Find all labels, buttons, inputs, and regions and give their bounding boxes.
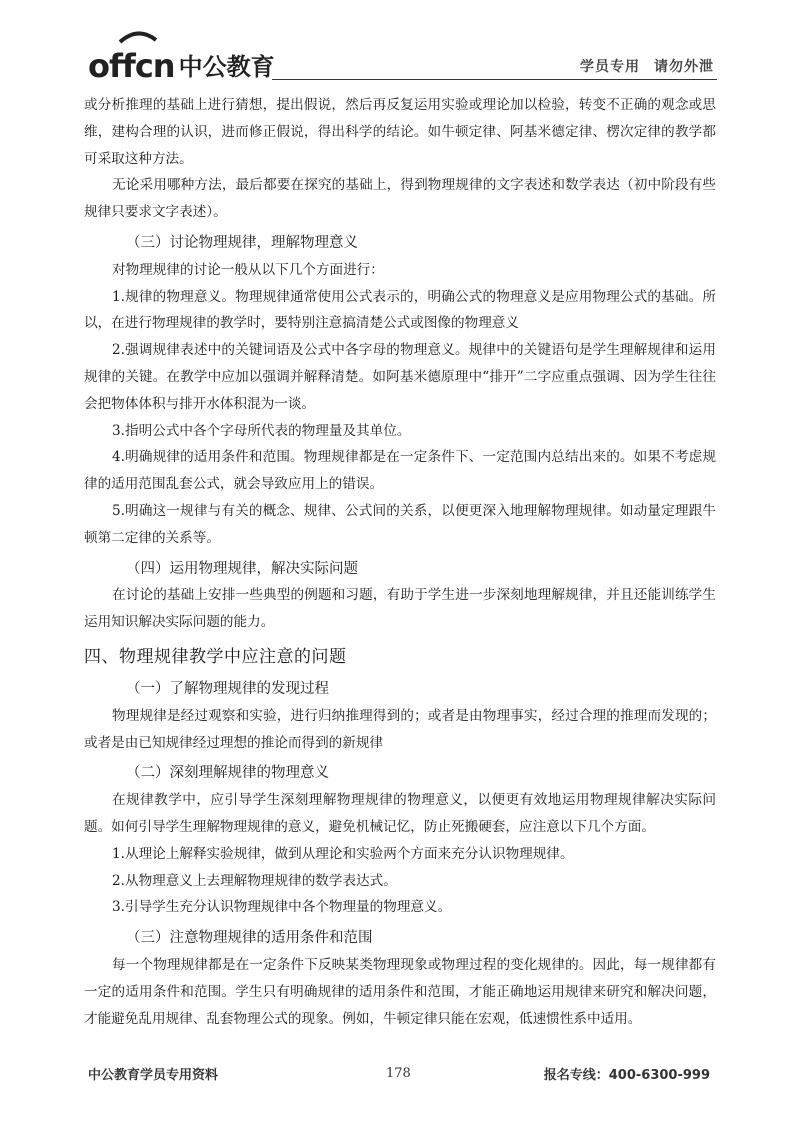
paragraph: 无论采用哪种方法，最后都要在探究的基础上，得到物理规律的文字表述和数学表达（初中阶段有些规律只要求文字表述）。 (84, 177, 716, 221)
logo-arc-icon (118, 30, 158, 44)
paragraph: 3.引导学生充分认识物理规律中各个物理量的物理意义。 (112, 899, 452, 916)
offcn-logo (88, 38, 275, 85)
paragraph: 或分析推理的基础上进行猜想，提出假说，然后再反复运用实验或理论加以检验，转变不正确的观念或思维，建构合理的认识，进而修正假说，得出科学的结论。如牛顿定律、阿基米德定律、楞次定律的教学都可采取这种方法。 (84, 97, 716, 167)
section-heading: （四）运用物理规律，解决实际问题 (126, 560, 358, 577)
paragraph: 1.规律的物理意义。物理规律通常使用公式表示的，明确公式的物理意义是应用物理公式的基础。所以，在进行物理规律的教学时，要特别注意搞清楚公式或图像的物理意义 (84, 288, 716, 332)
paragraph: 3.指明公式中各个字母所代表的物理量及其单位。 (112, 422, 411, 439)
section-heading: （二）深刻理解规律的物理意义 (126, 765, 329, 782)
page-body (84, 92, 716, 1032)
paragraph: 2.从物理意义上去理解物理规律的数学表达式。 (112, 872, 397, 889)
paragraph: 物理规律是经过观察和实验，进行归纳推理得到的；或者是由物理事实，经过合理的推理而发现的；或者是由已知规律经过理想的推论而得到的新规律 (84, 707, 716, 751)
page-number: 178 (386, 1066, 411, 1081)
logo-latin-text: offcn (88, 47, 175, 85)
section-heading: （三）讨论物理规律，理解物理意义 (126, 234, 358, 251)
paragraph: 对物理规律的讨论一般从以下几个方面进行： (112, 261, 384, 278)
footer-label: 中公教育学员专用资料 (88, 1068, 219, 1083)
chapter-heading: 四、物理规律教学中应注意的问题 (84, 646, 347, 667)
header-rule (272, 79, 717, 80)
header-notice-1: 学员专用 (580, 59, 640, 75)
page-header (0, 0, 800, 90)
section-heading: （一）了解物理规律的发现过程 (126, 680, 329, 697)
header-notice-2: 请勿外泄 (654, 59, 714, 75)
paragraph: 在讨论的基础上安排一些典型的例题和习题，有助于学生进一步深刻地理解规律，并且还能训练学生运用知识解决实际问题的能力。 (84, 587, 716, 631)
paragraph: 在规律教学中，应引导学生深刻理解物理规律的物理意义，以便更有效地运用物理规律解决实际问题。如何引导学生理解物理规律的意义，避免机械记忆，防止死搬硬套，应注意以下几个方面。 (84, 792, 716, 835)
footer-hotline: 报名专线：400-6300-999 (543, 1068, 710, 1083)
paragraph: 4.明确规律的适用条件和范围。物理规律都是在一定条件下、一定范围内总结出来的。如果不考虑规律的适用范围乱套公式，就会导致应用上的错误。 (84, 449, 716, 493)
section-heading: （三）注意物理规律的适用条件和范围 (126, 930, 373, 947)
paragraph: 1.从理论上解释实验规律，做到从理论和实验两个方面来充分认识物理规律。 (112, 845, 574, 862)
paragraph: 5.明确这一规律与有关的概念、规律、公式间的关系，以便更深入地理解物理规律。如动量定理跟牛顿第二定律的关系等。 (84, 502, 716, 546)
header-notice (580, 56, 714, 76)
paragraph: 每一个物理规律都是在一定条件下反映某类物理现象或物理过程的变化规律的。因此，每一规律都有一定的适用条件和范围。学生只有明确规律的适用条件和范围，才能正确地运用规律来研究和解决问题，才能避免乱用规律、乱套物理公式的现象。例如，牛顿定律只能在宏观，低速惯性系中适用。 (84, 956, 716, 1027)
logo-chinese-text: 中公教育 (178, 53, 275, 81)
paragraph: 2.强调规律表述中的关键词语及公式中各字母的物理意义。规律中的关键语句是学生理解规律和运用规律的关键。在教学中应加以强调并解释清楚。如阿基米德原理中“排开”二字应重点强调、因为学生往往会把物体体积与排开水体积混为一谈。 (84, 342, 716, 412)
